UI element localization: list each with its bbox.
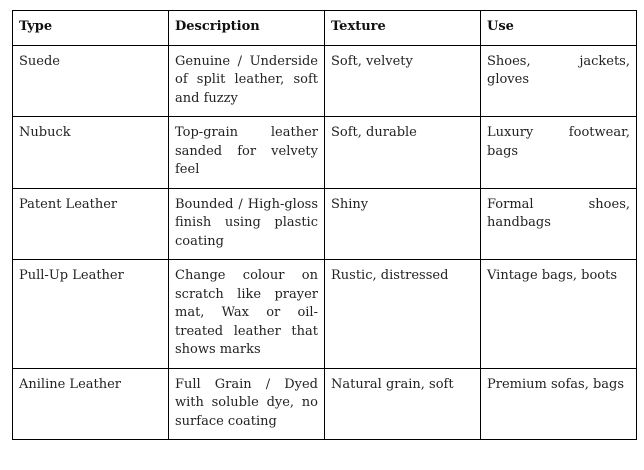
column-header-texture: Texture [325, 11, 481, 46]
cell-description: Top-grain leather sanded for velvety feel [169, 117, 325, 189]
cell-texture: Rustic, distressed [325, 260, 481, 369]
table-row [13, 117, 637, 189]
cell-type: Nubuck [13, 117, 169, 189]
column-header-use: Use [481, 11, 637, 46]
cell-use: Vintage bags, boots [481, 260, 637, 369]
table-row [13, 45, 637, 117]
cell-type: Suede [13, 45, 169, 117]
cell-type: Aniline Leather [13, 368, 169, 440]
column-header-type: Type [13, 11, 169, 46]
table-header-row [13, 11, 637, 46]
cell-texture: Soft, durable [325, 117, 481, 189]
cell-description: Full Grain / Dyed with soluble dye, no surface coating [169, 368, 325, 440]
cell-texture: Shiny [325, 188, 481, 260]
table-row [13, 188, 637, 260]
cell-description: Genuine / Underside of split leather, soft and fuzzy [169, 45, 325, 117]
cell-type: Pull-Up Leather [13, 260, 169, 369]
cell-texture: Natural grain, soft [325, 368, 481, 440]
cell-use: Premium sofas, bags [481, 368, 637, 440]
cell-use: Luxury footwear, bags [481, 117, 637, 189]
column-header-description: Description [169, 11, 325, 46]
cell-texture: Soft, velvety [325, 45, 481, 117]
table-row [13, 260, 637, 369]
cell-use: Formal shoes, handbags [481, 188, 637, 260]
cell-use: Shoes, jackets, gloves [481, 45, 637, 117]
leather-types-table [12, 10, 637, 440]
cell-type: Patent Leather [13, 188, 169, 260]
table-row [13, 368, 637, 440]
cell-description: Change colour on scratch like prayer mat, Wax or oil-treated leather that shows marks [169, 260, 325, 369]
cell-description: Bounded / High-gloss finish using plastic coating [169, 188, 325, 260]
